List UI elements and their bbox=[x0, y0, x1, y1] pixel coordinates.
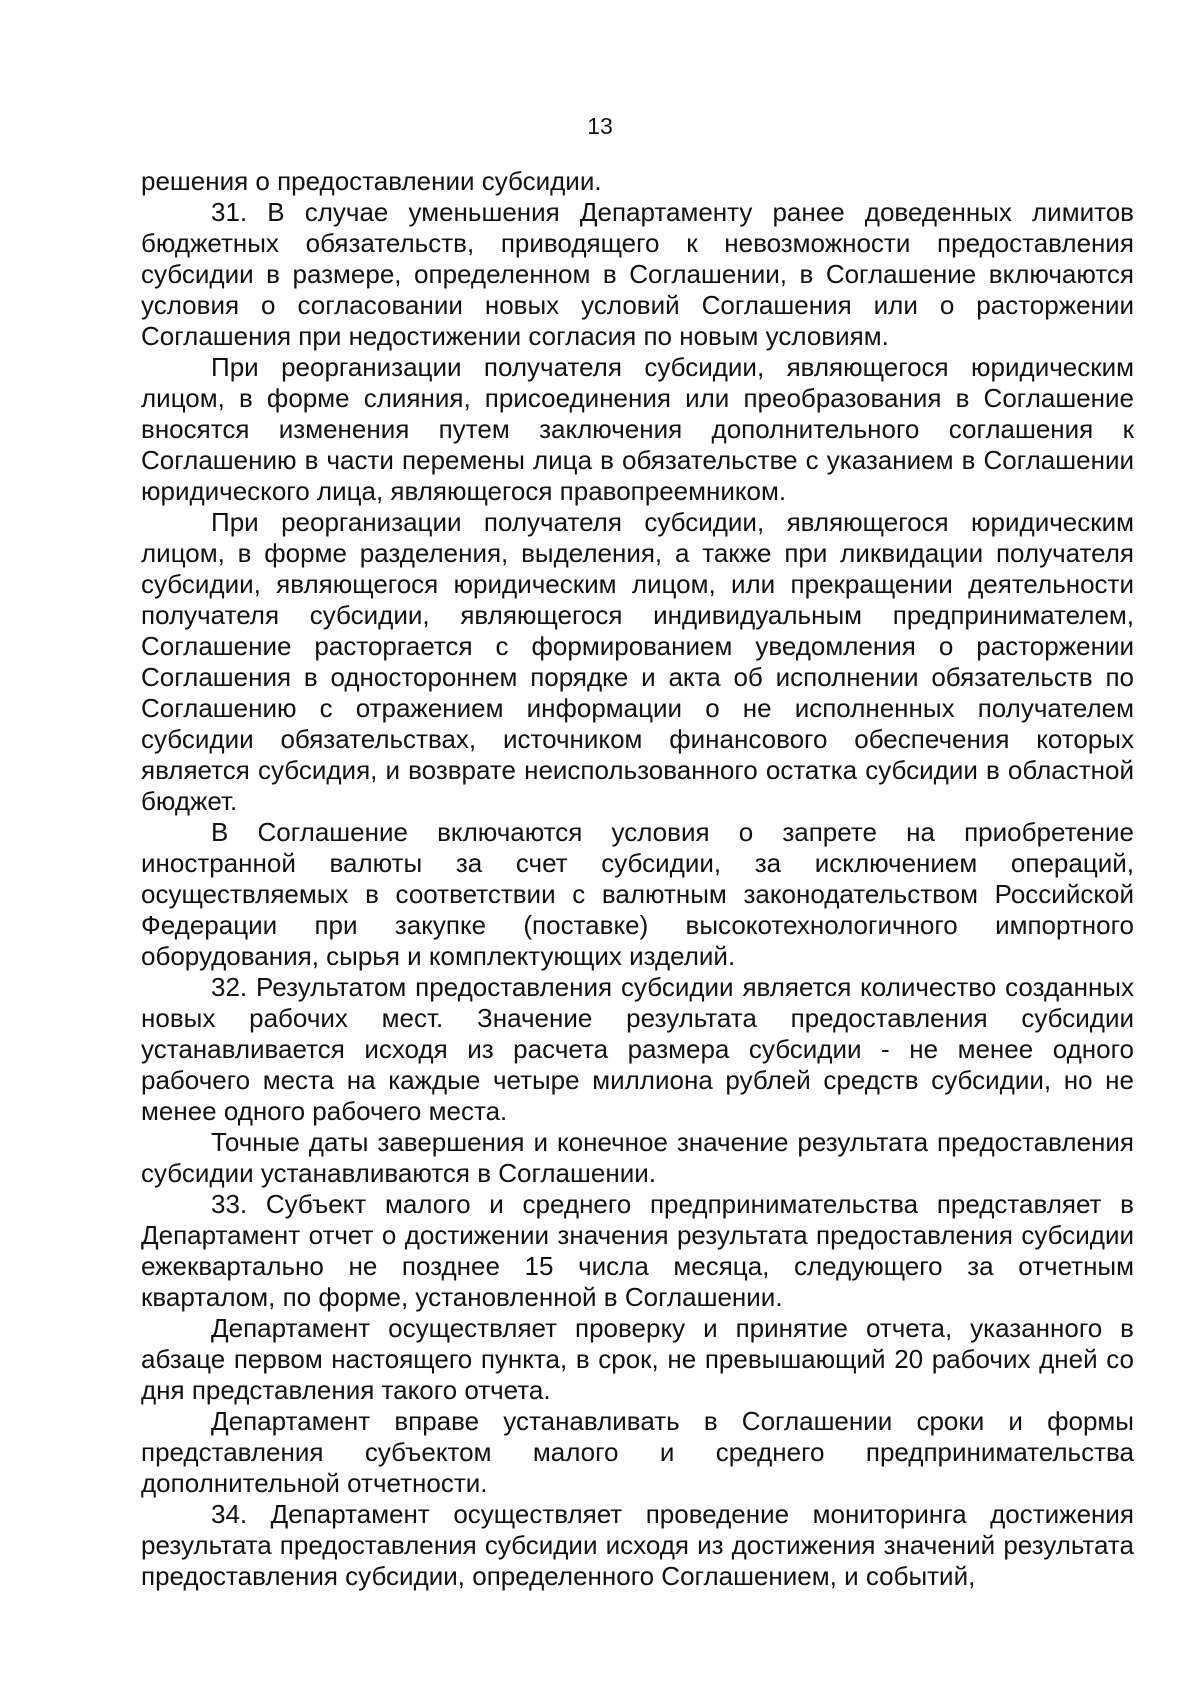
paragraph-item-32: 32. Результатом предоставления субсидии является количество созданных новых рабочих мест. Значение результата предоставления субсидии устанавливается исходя из расчета размера субсидии - не менее одного рабочего места на каждые четыре миллиона рублей средств субсидии, но не менее одного рабочего места. bbox=[141, 972, 1134, 1126]
page-number: 13 bbox=[587, 113, 613, 139]
paragraph-continuation: решения о предоставлении субсидии. bbox=[141, 166, 602, 196]
paragraph-item-34: 34. Департамент осуществляет проведение мониторинга достижения результата предоставления субсидии исходя из достижения значений результата предоставления субсидии, определенного Соглашением, и событий, bbox=[141, 1499, 1134, 1591]
paragraph-item-31: 31. В случае уменьшения Департаменту ранее доведенных лимитов бюджетных обязательств, приводящего к невозможности предоставления субсидии в размере, определенном в Соглашении, в Соглашение включаются условия о согласовании новых условий Соглашения или о расторжении Соглашения при недостижении согласия по новым условиям. bbox=[141, 197, 1134, 351]
paragraph-reorganization-merger: При реорганизации получателя субсидии, являющегося юридическим лицом, в форме слияния, присоединения или преобразования в Соглашение вносятся изменения путем заключения дополнительного соглашения к Соглашению в части перемены лица в обязательстве с указанием в Соглашении юридического лица, являющегося правопреемником. bbox=[141, 352, 1134, 506]
paragraph-currency-ban: В Соглашение включаются условия о запрете на приобретение иностранной валюты за счет субсидии, за исключением операций, осуществляемых в соответствии с валютным законодательством Российской Федерации при закупке (поставке) высокотехнологичного импортного оборудования, сырья и комплектующих изделий. bbox=[141, 817, 1134, 971]
paragraph-reorganization-division: При реорганизации получателя субсидии, являющегося юридическим лицом, в форме разделения, выделения, а также при ликвидации получателя субсидии, являющегося юридическим лицом, или прекращении деятельности получателя субсидии, являющегося индивидуальным предпринимателем, Соглашение расторгается с формированием уведомления о расторжении Соглашения в одностороннем порядке и акта об исполнении обязательств по Соглашению с отражением информации о не исполненных получателем субсидии обязательствах, источником финансового обеспечения которых является субсидия, и возврате неиспользованного остатка субсидии в областной бюджет. bbox=[141, 507, 1134, 816]
paragraph-result-dates: Точные даты завершения и конечное значение результата предоставления субсидии устанавливаются в Соглашении. bbox=[141, 1127, 1134, 1188]
paragraph-report-check: Департамент осуществляет проверку и принятие отчета, указанного в абзаце первом настоящего пункта, в срок, не превышающий 20 рабочих дней со дня представления такого отчета. bbox=[141, 1313, 1134, 1405]
paragraph-item-33: 33. Субъект малого и среднего предпринимательства представляет в Департамент отчет о достижении значения результата предоставления субсидии ежеквартально не позднее 15 числа месяца, следующего за отчетным кварталом, по форме, установленной в Соглашении. bbox=[141, 1189, 1134, 1312]
document-body bbox=[141, 166, 1134, 1592]
paragraph-additional-reporting: Департамент вправе устанавливать в Соглашении сроки и формы представления субъектом малого и среднего предпринимательства дополнительной отчетности. bbox=[141, 1406, 1134, 1498]
